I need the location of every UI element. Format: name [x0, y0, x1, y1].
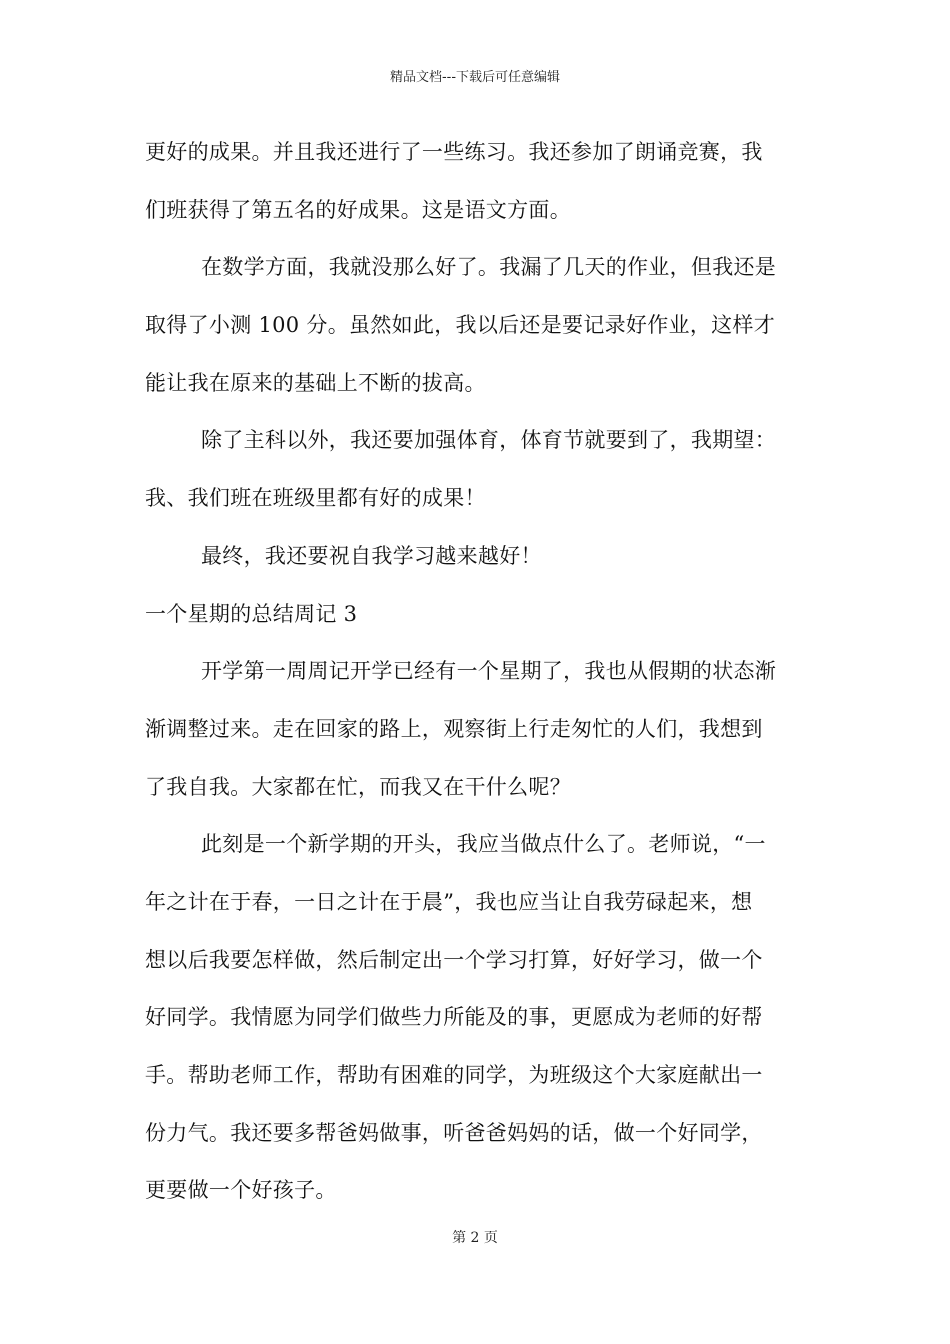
- page-header: 精品文档---下载后可任意编辑: [389, 70, 561, 85]
- paragraph-start-line: 开学第一周周记开学已经有一个星期了，我也从假期的状态渐: [201, 659, 777, 684]
- text-line: 好同学。我情愿为同学们做些力所能及的事，更愿成为老师的好帮: [145, 1005, 763, 1030]
- text-line: 更好的成果。并且我还进行了一些练习。我还参加了朗诵竞赛，我: [145, 140, 763, 164]
- paragraph-start-line: 此刻是一个新学期的开头，我应当做点什么了。老师说，“一: [201, 832, 766, 857]
- text-line: 能让我在原来的基础上不断的拔高。: [145, 370, 486, 395]
- text-line: 们班获得了第五名的好成果。这是语文方面。: [145, 197, 571, 222]
- text-line: 手。帮助老师工作，帮助有困难的同学，为班级这个大家庭献出一: [145, 1063, 763, 1087]
- text-line: 取得了小测 100 分。虽然如此，我以后还是要记录好作业，这样才: [145, 313, 776, 338]
- text-line: 渐调整过来。走在回家的路上，观察街上行走匆忙的人们，我想到: [145, 716, 763, 741]
- paragraph-start-line: 在数学方面，我就没那么好了。我漏了几天的作业，但我还是: [201, 255, 777, 280]
- paragraph-start-line: 除了主科以外，我还要加强体育，体育节就要到了，我期望：: [201, 428, 777, 453]
- text-line: 年之计在于春，一日之计在于晨”，我也应当让自我劳碌起来，想: [145, 889, 753, 914]
- paragraph-start-line: 最终，我还要祝自我学习越来越好！: [201, 543, 542, 568]
- page-number: 第 2 页: [452, 1230, 498, 1246]
- section-heading: 一个星期的总结周记 3: [145, 601, 358, 626]
- text-line: 我、我们班在班级里都有好的成果！: [145, 486, 486, 511]
- text-line: 更要做一个好孩子。: [145, 1178, 337, 1203]
- document-body: [145, 132, 807, 1228]
- text-line: 想以后我要怎样做，然后制定出一个学习打算，好好学习，做一个: [145, 947, 763, 972]
- text-line: 份力气。我还要多帮爸妈做事，听爸爸妈妈的话，做一个好同学，: [145, 1120, 763, 1145]
- text-line: 了我自我。大家都在忙，而我又在干什么呢？: [145, 774, 571, 799]
